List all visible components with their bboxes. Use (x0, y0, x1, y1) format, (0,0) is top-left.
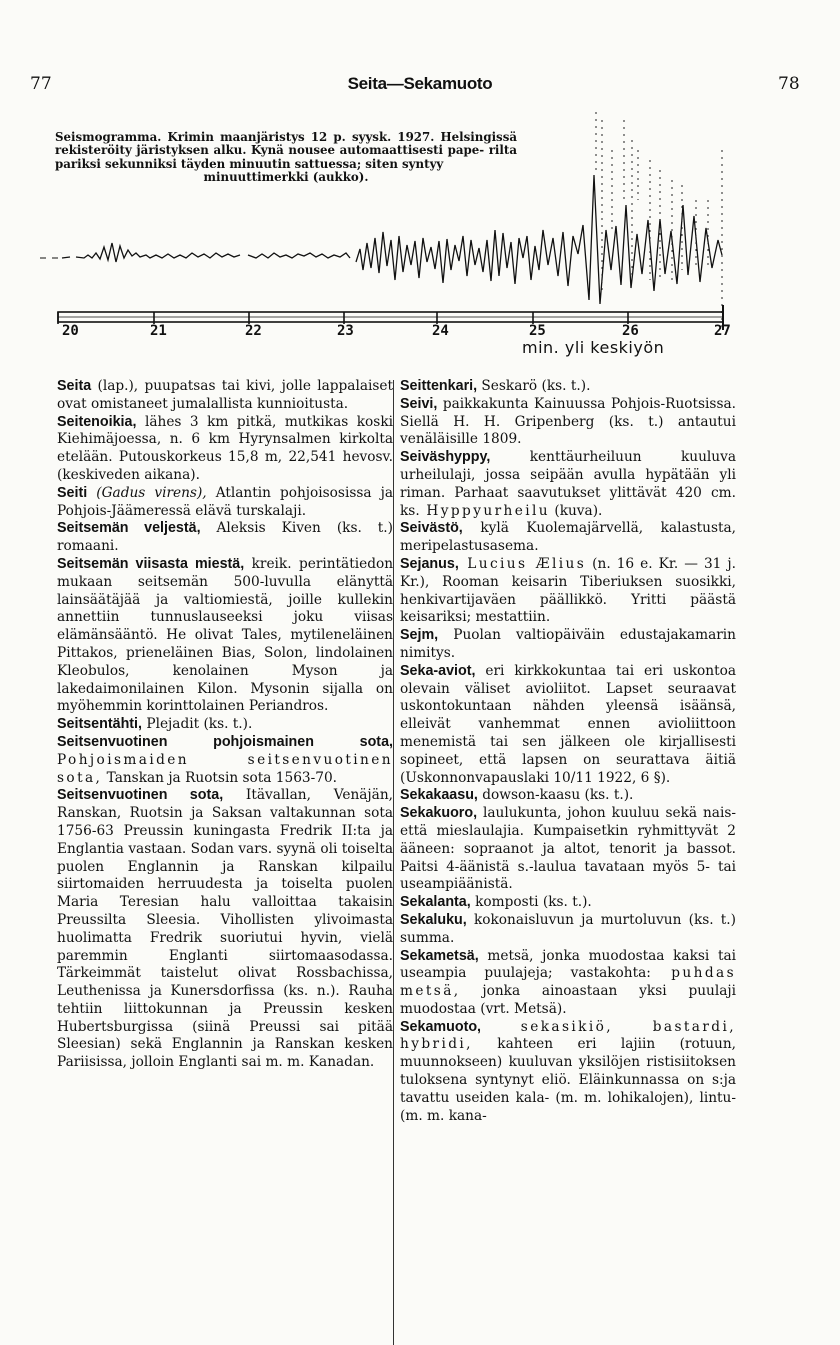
dictionary-entry (57, 556, 393, 716)
dictionary-entry (57, 414, 393, 485)
dictionary-entry (400, 1019, 736, 1126)
dictionary-entry (400, 556, 736, 627)
entry-headword: Sekametsä, (400, 947, 479, 964)
dictionary-entry (400, 663, 736, 788)
dictionary-entry (400, 627, 736, 663)
entry-headword: Sekakaasu, (400, 787, 478, 804)
entry-headword: Seitsenvuotinen sota, (57, 787, 224, 804)
page-number-left: 77 (30, 74, 52, 94)
entry-text: lähes 3 km pitkä, mutkikas koski Kiehimäjoessa, n. 6 km Hyrynsalmen kirkolta etelään. Putouskorkeus 15,8 m, 22,541 hevosv. (keskiveden aikana). (57, 413, 393, 483)
dictionary-entry (57, 378, 393, 414)
caption-line: rilta pariksi sekunniksi täyden minuutin sattuessa; siten syntyy (55, 143, 517, 171)
entry-spaced-text: sekasikiö, bastardi, hybridi, (400, 1018, 736, 1053)
dictionary-entry (57, 485, 393, 521)
entry-headword: Seittenkari, (400, 378, 478, 394)
entry-headword: Sekalanta, (400, 894, 471, 911)
entry-spaced-text: puhdas metsä, (400, 965, 736, 1000)
entry-headword: Seitsenvuotinen pohjoismainen sota, (57, 733, 393, 750)
entry-headword: Seitsemän veljestä, (57, 520, 201, 537)
entry-text: metsä, jonka muodostaa kaksi tai useampia puulajeja; vastakohta: (400, 947, 736, 982)
dictionary-entry (400, 894, 736, 912)
entry-latin-name: (Gadus virens), (87, 484, 207, 501)
entry-spaced-text: Lucius Ælius (458, 555, 587, 572)
entry-text: eri kirkkokuntaa tai eri uskontoa olevain väliset avioliitot. Lapset seuraavat uskontokuntaan nähden yleensä isäänsä, elleivät vanhemmat ennen avioliittoon menemistä tai sen jälkeen ole kirjallisesti sopineet, että lapsen on seurattava äitiä (Uskonnonvapauslaki 10/11 1922, 6 §). (400, 662, 736, 786)
entry-text: Seskarö (ks. t.). (477, 378, 591, 394)
axis-unit-label: min. yli keskiyön (522, 338, 665, 357)
entry-text: Plejadit (ks. t.). (142, 716, 253, 733)
dictionary-entry (57, 716, 393, 734)
entry-text: laulukunta, johon kuuluu sekä nais- että mieslaulajia. Kumpaisetkin ryhmittyvät 2 ääneen: sopraanot ja altot, tenorit ja bassot. Paitsi 4-äänistä s.-laulua tavataan myös 5- tai useampiäänistä. (400, 805, 736, 893)
entry-text: Tanskan ja Ruotsin sota 1563-70. (102, 769, 338, 786)
entry-headword: Seita (57, 378, 92, 394)
dictionary-entry (57, 734, 393, 787)
entry-headword: Seitsentähti, (57, 716, 143, 733)
entry-text: kreik. perintätiedon mukaan seitsemän 500-luvulla elänyttä lainsäätäjää ja valtiomiestä, joille kullekin annettiin tunnuslauseeksi joku viisas elämänsääntö. He olivat Tales, mytileneläinen Pittakos, prieneläinen Bias, Solon, lindolainen Kleobulos, kenolainen Myson ja lakedaimonilainen Kilon. Mysonin sijalla on myöhemmin korinttolainen Periandros. (57, 555, 394, 715)
entry-text: (lap.), puupatsas tai kivi, jolle lappalaiset ovat omistaneet jumalallista kunnioitusta. (57, 378, 393, 412)
dictionary-entry (57, 787, 393, 1072)
dictionary-entry (400, 912, 736, 948)
entry-text: dowson-kaasu (ks. t.). (477, 787, 634, 804)
axis-label: 20 (62, 323, 79, 339)
entry-headword: Sekakuoro, (400, 805, 478, 822)
dictionary-entry (400, 396, 736, 449)
entry-headword: Seka-aviot, (400, 662, 476, 679)
entry-headword: Sekamuoto, (400, 1018, 482, 1035)
column-divider (393, 380, 394, 1345)
entry-text: kahteen eri lajiin (rotuun, muunnokseen) kuuluvan yksilöjen ristisiitoksen tuloksena syntynyt eliö. Eläinkunnassa on s:ja tavattu useiden kala- (m. m. lohikalojen), lintu- (m. m. kana- (400, 1036, 736, 1124)
caption-line: rekisteröity järistyksen alku. Kynä nousee automaattisesti pape- (55, 143, 485, 158)
axis-label: 27 (714, 323, 731, 339)
entry-headword: Seiväshyppy, (400, 449, 491, 466)
dictionary-entry (400, 378, 736, 396)
entry-headword: Seivästö, (400, 520, 463, 537)
dictionary-entry (57, 520, 393, 556)
running-head: Seita—Sekamuoto (347, 74, 493, 93)
axis-label: 25 (529, 323, 546, 339)
entry-headword: Seiti (57, 484, 88, 501)
entry-text: kokonaisluvun ja murtoluvun (ks. t.) summa. (400, 911, 736, 946)
seismogram-pen-marks (596, 112, 722, 330)
entry-spaced-text: Hyppyurheilu (419, 502, 550, 519)
entry-headword: Sejm, (400, 627, 439, 644)
entry-headword: Seitenoikia, (57, 413, 137, 430)
axis-label: 22 (245, 323, 262, 339)
caption-line: minuuttimerkki (aukko). (203, 170, 369, 185)
caption-line: Seismogramma. Krimin maanjäristys 12 p. syysk. 1927. Helsingissä (55, 130, 517, 144)
seismogram-trace (62, 175, 722, 304)
dictionary-entry (400, 805, 736, 894)
entry-text: kylä Kuolemajärvellä, kalastusta, meripelastusasema. (400, 520, 736, 555)
dictionary-entry (400, 449, 736, 520)
dictionary-entry (400, 787, 736, 805)
right-column (400, 378, 736, 1125)
entry-text: Aleksis Kiven (ks. t.) romaani. (57, 520, 393, 555)
entry-text: Itävallan, Venäjän, Ranskan, Ruotsin ja Saksan valtakunnan sota 1756-63 Preussin kuningasta Fredrik II:ta ja Englantia vastaan. Sodan vars. syynä oli toiselta puolen Englannin ja Ranskan kilpailu siirtomaiden herruudesta ja toiselta puolen Maria Teresian halu valloittaa takaisin Preussilta Sleesia. Vihollisten ylivoimasta huolimatta Fredrik suoriutui hyvin, vielä paremmin Englanti siirtomaasodassa. Tärkeimmät taistelut olivat Rossbachissa, Leuthenissa ja Kunersdorfissa (ks. n.). Rauha tehtiin liittokunnan ja Preussin kesken Hubertsburgissa (siinä Preussi sai pitää Sleesian) sekä Englannin ja Ranskan kesken Pariisissa, jolloin Englanti sai m. m. Kanadan. (57, 787, 393, 1071)
entry-text: (n. 16 e. Kr. — 31 j. Kr.), Rooman keisarin Tiberiuksen suosikki, henkivartijaväen päällikkö. Yritti päästä keisariksi; mestattiin. (400, 555, 736, 626)
dictionary-entry (400, 520, 736, 556)
entry-text-tail: jonka ainoastaan yksi puulaji muodostaa (vrt. Metsä). (400, 983, 736, 1017)
entry-headword: Sekaluku, (400, 911, 467, 928)
axis-label: 23 (337, 323, 354, 339)
entry-headword: Seivi, (400, 395, 438, 412)
entry-text: komposti (ks. t.). (470, 894, 592, 911)
axis-label: 21 (150, 323, 167, 339)
page-number-right: 78 (778, 74, 800, 94)
entry-text: paikkakunta Kainuussa Pohjois-Ruotsissa. Siellä H. H. Gripenberg (ks. t.) antautui venäläisille 1809. (400, 395, 736, 448)
left-column (57, 378, 393, 1072)
entry-headword: Seitsemän viisasta miestä, (57, 555, 245, 572)
entry-text: Puolan valtiopäiväin edustajakamarin nimitys. (400, 627, 736, 661)
entry-text: kenttäurheiluun kuuluva urheilulaji, jossa seipään avulla hypätään yli riman. Parhaat saavutukset ylittävät 420 cm. ks. (400, 449, 736, 519)
entry-spaced-text: Pohjoismaiden seitsenvuotinen sota, (57, 751, 393, 786)
axis-label: 24 (432, 323, 449, 339)
dictionary-entry (400, 948, 736, 1019)
entry-text-tail: (kuva). (550, 502, 603, 519)
entry-headword: Sejanus, (400, 555, 459, 572)
axis-label: 26 (622, 323, 639, 339)
entry-text: Atlantin pohjoisosissa ja Pohjois-Jäämeressä elävä turskalaji. (57, 484, 393, 519)
